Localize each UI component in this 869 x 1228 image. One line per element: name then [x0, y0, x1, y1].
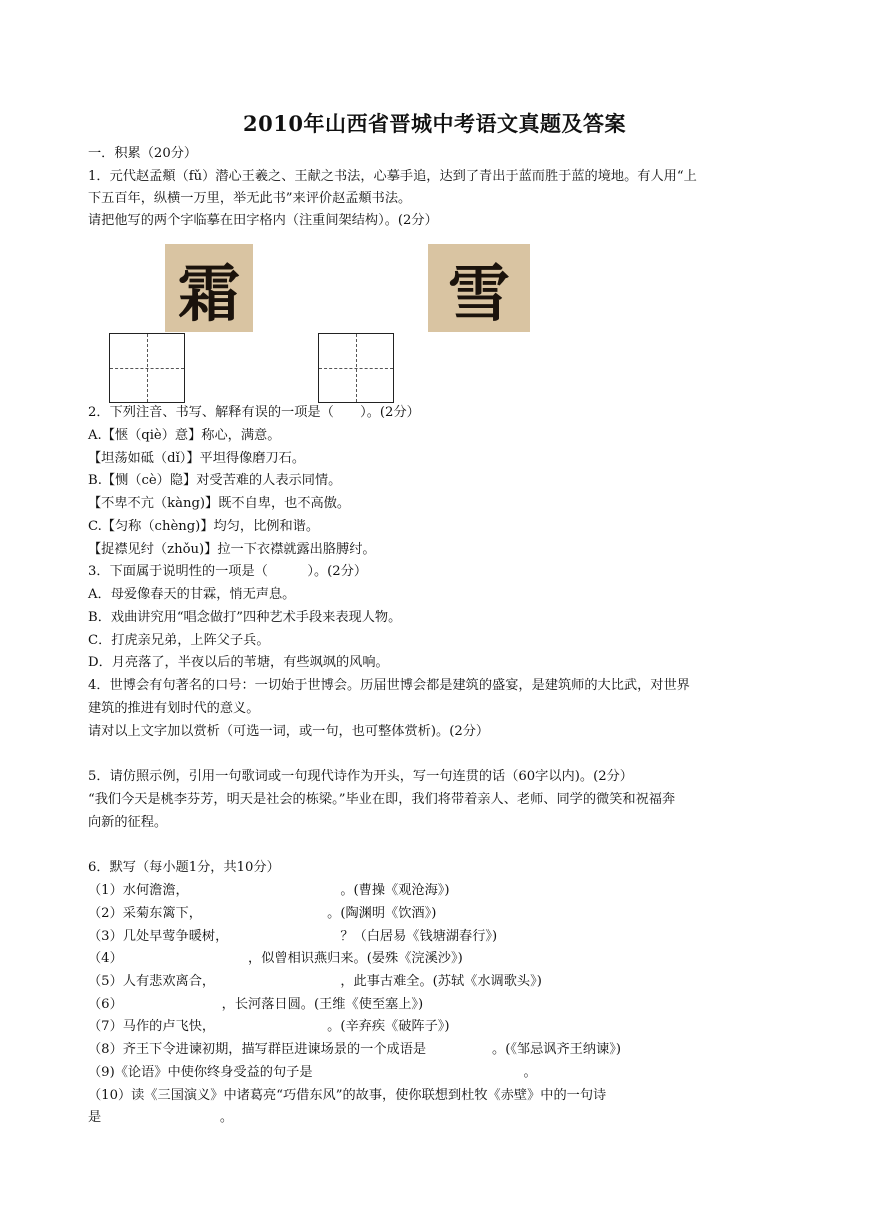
- q5-stem: 5．请仿照示例，引用一句歌词或一句现代诗作为开头，写一句连贯的话（60字以内)。(2分）: [88, 769, 633, 784]
- q6-item: （6） ，长河落日圆。(王维《使至塞上》): [88, 997, 424, 1012]
- q2-option: 【捉襟见纣（zhǒu)】拉一下衣襟就露出胳膊纣。: [88, 542, 376, 557]
- q6-item: （1）水何澹澹， 。(曹操《观沧海》): [88, 883, 450, 898]
- q4-text: 4．世博会有句著名的口号：一切始于世博会。历届世博会都是建筑的盛宴，是建筑师的大比武，对世界: [88, 678, 690, 693]
- q3-stem: 3．下面属于说明性的一项是（ ）。(2分）: [88, 564, 368, 579]
- q5-example: 向新的征程。: [88, 815, 168, 830]
- q4-instruction: 请对以上文字加以赏析（可选一词，或一句，也可整体赏析)。(2分）: [88, 724, 490, 739]
- q6-item: （7）马作的卢飞快， 。(辛弃疾《破阵子》): [88, 1019, 450, 1034]
- calligraphy-image-frost: 霜: [165, 244, 253, 332]
- tianzige-grid: [318, 333, 394, 403]
- q4-text: 建筑的推进有划时代的意义。: [88, 701, 260, 716]
- q6-item: （3）几处早莺争暖树， ？（白居易《钱塘湖春行》): [88, 929, 498, 944]
- tianzige-grid: [109, 333, 185, 403]
- q2-option: B.【恻（cè）隐】对受苦难的人表示同情。: [88, 473, 342, 488]
- q2-option: C.【匀称（chèng)】均匀，比例和谐。: [88, 519, 320, 534]
- q3-option: B．戏曲讲究用“唱念做打”四种艺术手段来表现人物。: [88, 610, 402, 625]
- q1-text: 下五百年，纵横一万里，举无此书”来评价赵孟頫书法。: [88, 191, 412, 206]
- q6-item: （8）齐王下令进谏初期，描写群臣进谏场景的一个成语是 。(《邹忌讽齐王纳谏》): [88, 1042, 621, 1057]
- q2-option: 【坦荡如砥（dǐ）】平坦得像磨刀石。: [88, 451, 306, 466]
- q3-option: D．月亮落了，半夜以后的苇塘，有些飒飒的风响。: [88, 655, 389, 670]
- q6-item: （9)《论语》中使你终身受益的句子是 。: [88, 1065, 537, 1080]
- q6-item: （5）人有悲欢离合， ，此事古难全。(苏轼《水调歌头》): [88, 974, 542, 989]
- calligraphy-image-snow: 雪: [428, 244, 530, 332]
- page-title: 2010年山西省晋城中考语文真题及答案: [243, 111, 626, 136]
- q2-option: 【不卑不亢（kàng)】既不自卑，也不高傲。: [88, 496, 351, 511]
- q6-item: （4） ，似曾相识燕归来。(晏殊《浣溪沙》): [88, 951, 463, 966]
- q2-stem: 2．下列注音、书写、解释有误的一项是（ ）。(2分）: [88, 405, 420, 420]
- q1-text: 1．元代赵孟頫（fǔ）潜心王羲之、王献之书法，心摹手追，达到了青出于蓝而胜于蓝的境地。有人用“上: [88, 169, 697, 184]
- q6-item: 是 。: [88, 1110, 234, 1125]
- section-heading: 一．积累（20分）: [88, 146, 198, 161]
- q1-instruction: 请把他写的两个字临摹在田字格内（注重间架结构）。(2分）: [88, 213, 438, 228]
- q2-option: A.【惬（qiè）意】称心，满意。: [88, 428, 281, 443]
- q6-item: （2）采菊东篱下， 。(陶渊明《饮酒》): [88, 906, 437, 921]
- q5-example: “我们今天是桃李芬芳，明天是社会的栋梁。”毕业在即，我们将带着亲人、老师、同学的微笑和祝福奔: [88, 792, 676, 807]
- q6-item: （10）读《三国演义》中诸葛亮“巧借东风”的故事，使你联想到杜牧《赤壁》中的一句诗: [88, 1088, 607, 1103]
- q3-option: A．母爱像春天的甘霖，悄无声息。: [88, 587, 296, 602]
- q6-stem: 6．默写（每小题1分，共10分）: [88, 860, 280, 875]
- q3-option: C．打虎亲兄弟，上阵父子兵。: [88, 633, 270, 648]
